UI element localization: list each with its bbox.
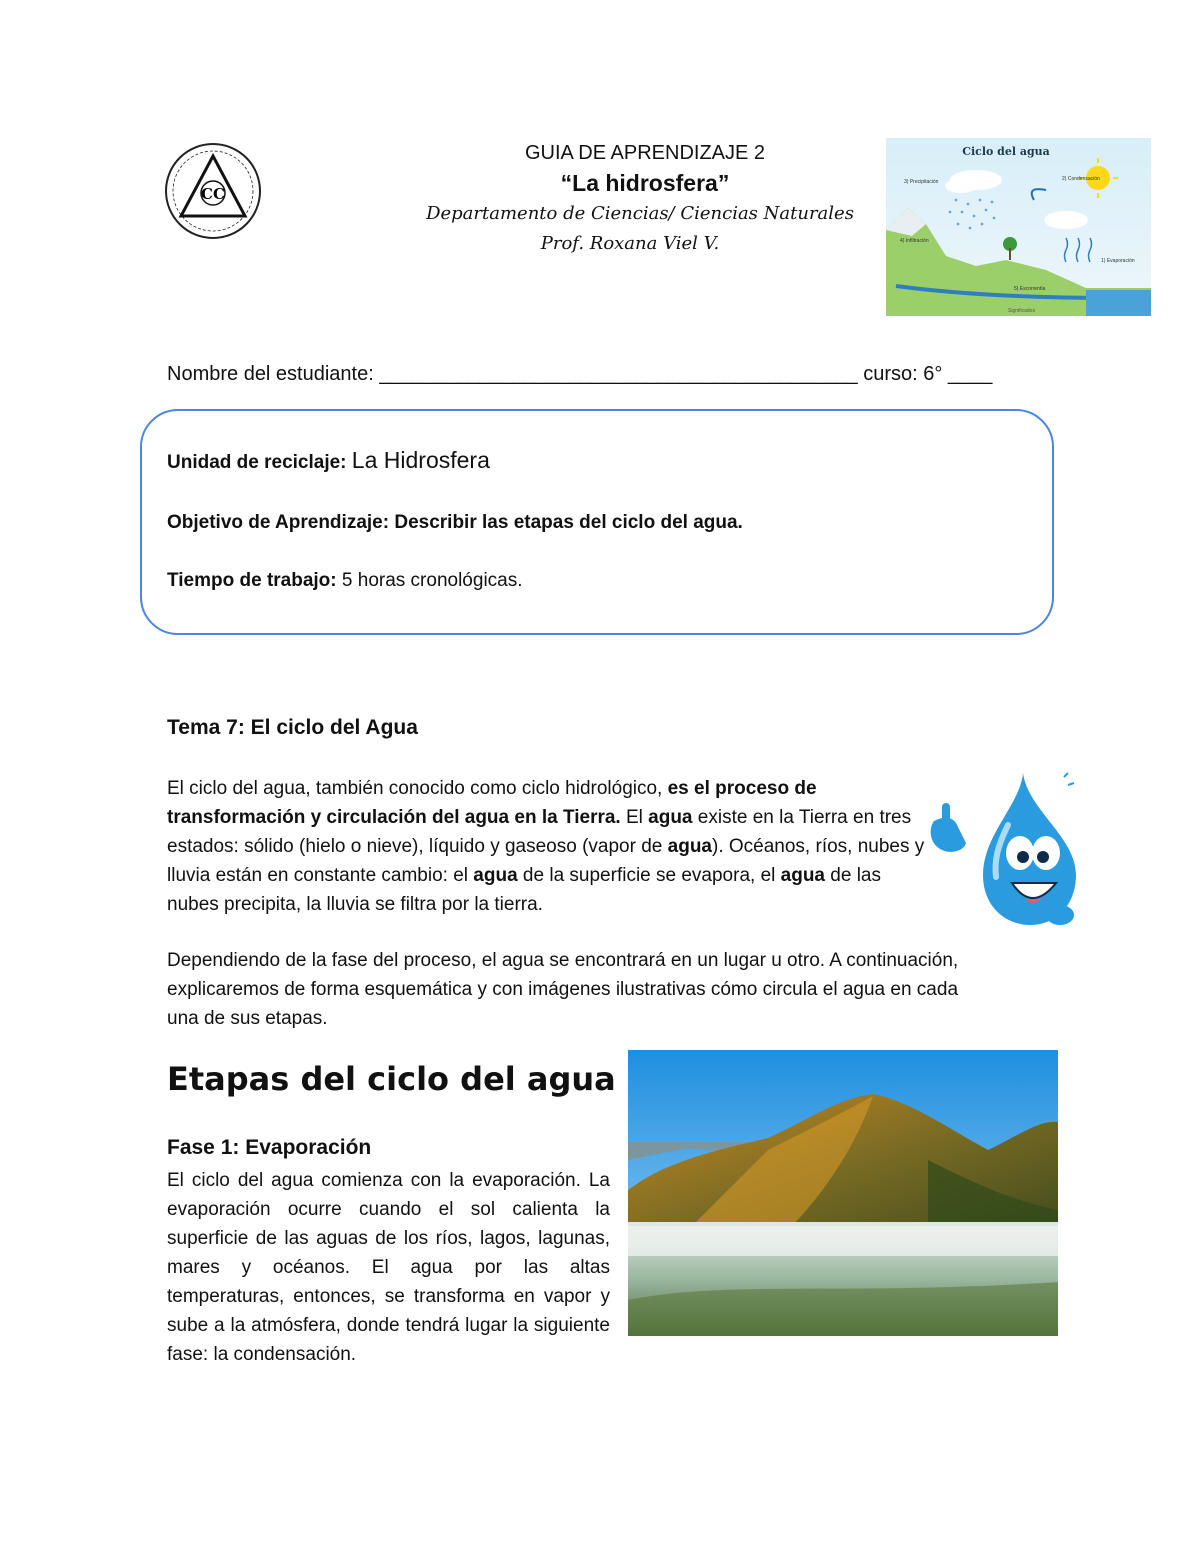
curso-label: curso: 6° [863,363,943,385]
svg-text:CC: CC [201,185,225,203]
svg-text:5) Escorrentía: 5) Escorrentía [1014,286,1046,292]
objective-label: Objetivo de Aprendizaje: [167,512,390,533]
time-label: Tiempo de trabajo: [167,570,337,591]
student-info-line [167,363,992,386]
objective-line [167,512,743,534]
svg-text:4) Infiltración: 4) Infiltración [900,238,929,244]
student-name-label: Nombre del estudiante: [167,363,374,385]
objective-value: Describir las etapas del ciclo del agua. [394,512,743,533]
unit-value: La Hidrosfera [351,447,490,473]
svg-text:3) Precipitación: 3) Precipitación [904,179,939,185]
teacher-name: Prof. Roxana Viel V. [540,233,720,254]
student-name-field[interactable]: ___________________________________________ [379,363,858,385]
guide-title: GUIA DE APRENDIZAJE 2 [524,142,766,164]
phase1-heading: Fase 1: Evaporación [167,1136,372,1159]
svg-text:2) Condensación: 2) Condensación [1062,176,1100,182]
time-value: 5 horas cronológicas. [341,570,523,591]
school-logo [163,138,263,244]
phase1-text: El ciclo del agua comienza con la evaporación. La evaporación ocurre cuando el sol calienta la superficie de las aguas de los ríos, lagos, lagunas, mares y océanos. El agua por las altas temperaturas, entonces, se transforma en vapor y sube a la atmósfera, donde tendrá lugar la siguiente fase: la condensación. [167,1170,610,1365]
water-drop-mascot [928,765,1078,935]
unit-label: Unidad de reciclaje: [167,452,347,473]
svg-text:Ciclo del agua: Ciclo del agua [962,145,1050,158]
unit-line [167,447,490,474]
stages-heading: Etapas del ciclo del agua [167,1060,616,1098]
svg-text:Significados: Significados [1008,308,1035,314]
curso-field[interactable]: ____ [947,363,993,385]
svg-text:1) Evaporación: 1) Evaporación [1101,258,1135,264]
water-cycle-image [886,138,1151,316]
intro-paragraph-2: Dependiendo de la fase del proceso, el agua se encontrará en un lugar u otro. A continuación, explicaremos de forma esquemática y con imágenes ilustrativas cómo circula el agua en cada una de sus etapas. [167,950,959,1029]
evaporation-photo [628,1050,1058,1336]
time-line [167,570,523,592]
topic-heading: Tema 7: El ciclo del Agua [167,716,418,739]
department: Departamento de Ciencias/ Ciencias Naturales [426,203,854,224]
intro-paragraph: El ciclo del agua, también conocido como ciclo hidrológico, es el proceso de transformación y circulación del agua en la Tierra. El agua existe en la Tierra en tres estados: sólido (hielo o nieve), líquido y gaseoso (vapor de agua). Océanos, ríos, nubes y lluvia están en constante cambio: el agua de la superficie se evapora, el agua de las nubes precipita, la lluvia se filtra por la tierra. [167,778,925,915]
guide-subtitle: “La hidrosfera” [560,170,730,196]
